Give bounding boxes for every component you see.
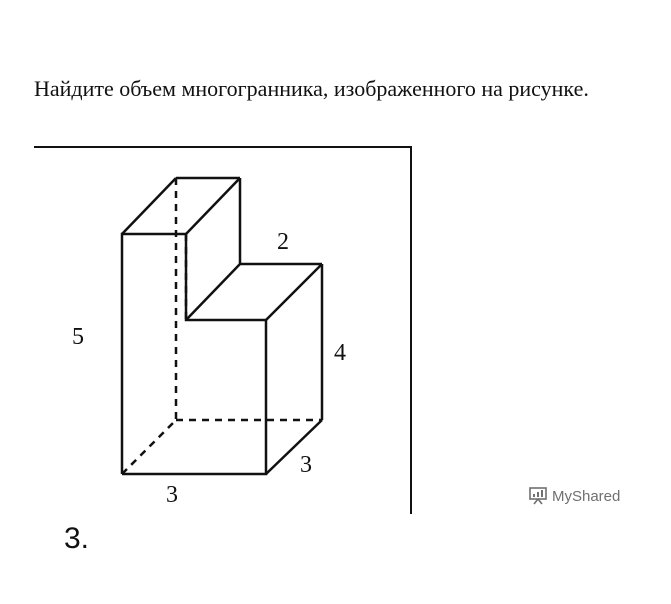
edge-top-right	[186, 178, 240, 234]
label-top-width: 2	[277, 229, 289, 255]
edge-step-left	[186, 264, 240, 320]
label-bottom-width: 3	[166, 482, 178, 508]
edge-top-left	[122, 178, 176, 234]
problem-text: Найдите объем многогранника, изображенного на рисунке.	[34, 76, 589, 101]
presentation-board-icon	[528, 487, 548, 505]
label-height-left: 5	[72, 324, 84, 350]
answer-text: 3.	[64, 522, 90, 555]
hidden-edge-bottom-left	[122, 420, 176, 474]
edge-bottom-right	[266, 420, 322, 474]
label-depth: 3	[300, 452, 312, 478]
watermark	[528, 487, 620, 505]
watermark-text: MyShared	[552, 487, 621, 505]
edge-step-right	[266, 264, 322, 320]
label-height-right: 4	[334, 340, 346, 366]
front-face-outline	[122, 234, 266, 474]
